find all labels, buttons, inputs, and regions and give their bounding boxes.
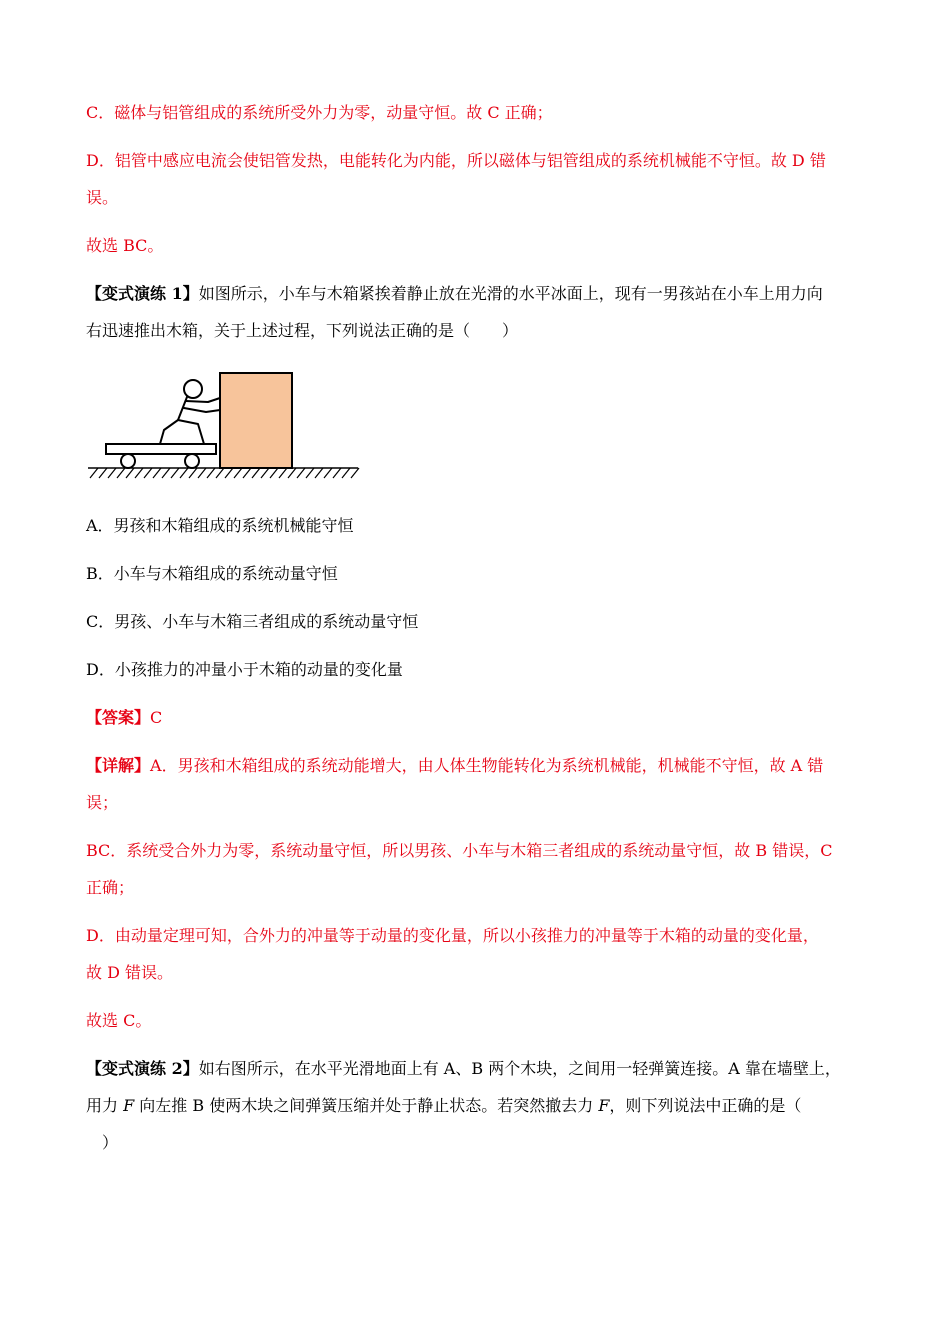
hatch-mark [270,468,278,478]
stem2-part-b: 向左推 B 使两木块之间弹簧压缩并处于静止状态。若突然撤去力 [134,1096,599,1115]
exercise2-stem-line3: ） [86,1133,119,1152]
detail-tag: 【详解】 [86,756,151,775]
prev-option-d-explanation-line1: D．铝管中感应电流会使铝管发热，电能转化为内能，所以磁体与铝管组成的系统机械能不守恒。故 D 错 [86,151,826,170]
hatch-mark [279,468,287,478]
exercise1-option-b: B．小车与木箱组成的系统动量守恒 [86,564,338,583]
hatch-mark [252,468,260,478]
stem2-part-a: 用力 [86,1096,124,1115]
exercise1-option-a: A．男孩和木箱组成的系统机械能守恒 [86,516,354,535]
hatch-mark [234,468,242,478]
exercise2-stem-text: 如右图所示，在水平光滑地面上有 A、B 两个木块，之间用一轻弹簧连接。A 靠在墙壁上， [198,1059,841,1078]
exercise1-detail-d-line1: D．由动量定理可知，合外力的冲量等于动量的变化量，所以小孩推力的冲量等于木箱的动量的变化量， [86,926,819,945]
exercise1-stem-line1 [86,275,858,312]
hatch-mark [117,468,125,478]
exercise1-detail-d-line2: 故 D 错误。 [86,963,174,982]
exercise2-stem-line1 [86,1050,858,1087]
force-symbol-2: F [598,1096,610,1115]
wooden-box [220,373,292,468]
hatch-mark [243,468,251,478]
hatch-mark [189,468,197,478]
hatch-mark [315,468,323,478]
exercise2-stem-line2 [86,1087,858,1124]
exercise2-tag: 【变式演练 2】 [86,1059,199,1078]
exercise1-conclusion: 故选 C。 [86,1011,152,1030]
hatch-mark [108,468,116,478]
answer-tag: 【答案】 [86,708,151,727]
hatch-mark [225,468,233,478]
hatch-mark [162,468,170,478]
hatch-mark [288,468,296,478]
hatch-mark [297,468,305,478]
exercise1-detail-a-line2: 误； [86,793,119,812]
hatch-mark [333,468,341,478]
exercise1-tag: 【变式演练 1】 [86,284,199,303]
hatch-mark [180,468,188,478]
stem2-part-c: ，则下列说法中正确的是（ [609,1096,802,1115]
hatch-mark [144,468,152,478]
cart-box-figure [86,368,366,484]
hatch-mark [216,468,224,478]
exercise1-option-c: C．男孩、小车与木箱三者组成的系统动量守恒 [86,612,419,631]
boy-figure [156,380,220,444]
exercise1-detail-bc-line2: 正确； [86,878,135,897]
hatch-mark [324,468,332,478]
exercise1-stem-line2: 右迅速推出木箱，关于上述过程，下列说法正确的是（ ） [86,321,519,340]
hatch-mark [126,468,134,478]
prev-option-d-explanation-line2: 误。 [86,188,119,207]
hatch-mark [171,468,179,478]
exercise1-option-d: D．小孩推力的冲量小于木箱的动量的变化量 [86,660,403,679]
hatch-mark [207,468,215,478]
ground-hatch [88,468,359,478]
exercise1-detail-a-line1 [86,747,858,784]
answer-value: C [150,708,163,727]
hatch-mark [198,468,206,478]
hatch-mark [261,468,269,478]
exercise1-detail-bc-line1: BC．系统受合外力为零，系统动量守恒，所以男孩、小车与木箱三者组成的系统动量守恒，故 B 错误，C [86,841,833,860]
hatch-mark [342,468,350,478]
exercise1-answer [86,699,858,736]
hatch-mark [90,468,98,478]
hatch-mark [351,468,359,478]
prev-conclusion: 故选 BC。 [86,236,164,255]
detail-a-text: A．男孩和木箱组成的系统动能增大，由人体生物能转化为系统机械能，机械能不守恒，故 A 错 [150,756,824,775]
hatch-mark [306,468,314,478]
prev-option-c-explanation: C．磁体与铝管组成的系统所受外力为零，动量守恒。故 C 正确； [86,103,553,122]
hatch-mark [99,468,107,478]
force-symbol: F [123,1096,135,1115]
hatch-mark [153,468,161,478]
hatch-mark [135,468,143,478]
exercise1-stem-text: 如图所示，小车与木箱紧挨着静止放在光滑的水平冰面上，现有一男孩站在小车上用力向 [198,284,823,303]
cart [106,444,216,468]
